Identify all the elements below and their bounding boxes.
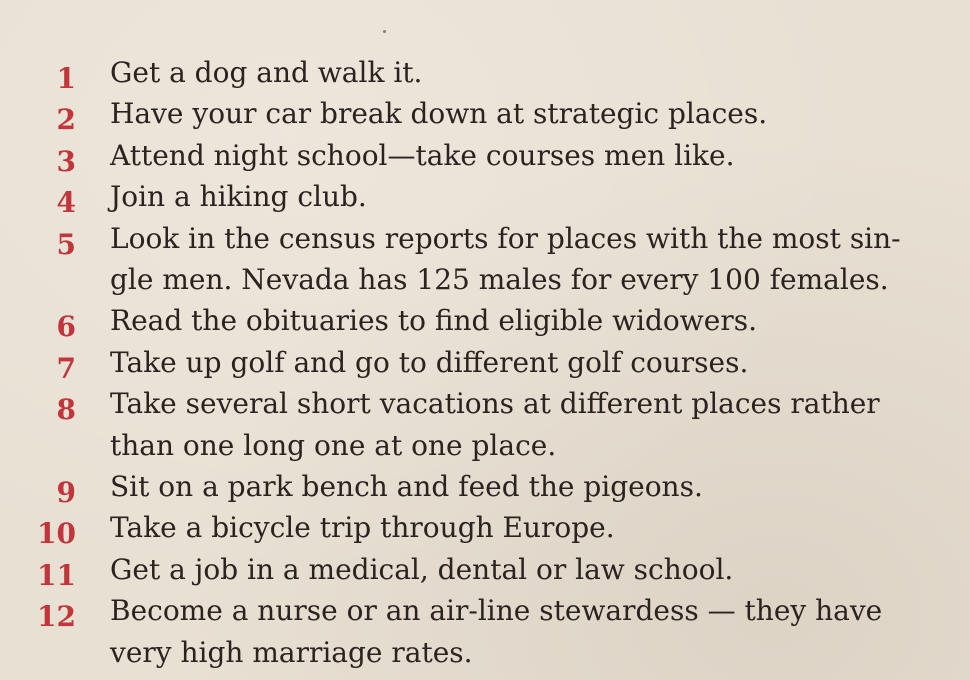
item-number: 11 [37,558,76,592]
tips-list [0,50,970,671]
item-text-line: Get a dog and walk it. [110,56,423,89]
item-text-line: Sit on a park bench and feed the pigeons. [110,469,703,503]
item-number: 4 [56,186,76,220]
item-text [110,176,885,217]
list-item [0,174,970,220]
list-item [0,464,970,509]
list-item [0,547,970,592]
item-text [110,93,885,134]
item-number: 6 [56,310,76,344]
item-text-line: Attend night school—take courses men like. [110,138,735,172]
item-number: 3 [56,144,76,178]
item-text [110,383,885,466]
item-number: 12 [37,600,76,634]
item-text [110,135,885,176]
item-text-line: gle men. Nevada has 125 males for every 100 females. [110,262,889,296]
item-text-line: Read the obituaries to find eligible widowers. [110,304,757,338]
ink-speck [383,30,386,33]
list-item [0,340,970,385]
list-item [0,216,970,299]
item-text [110,218,901,301]
list-item [0,505,970,551]
item-text [110,466,885,507]
item-text-line: Join a hiking club. [110,180,367,214]
item-text-line: Look in the census reports for places with the most sin- [110,221,901,255]
item-number: 2 [56,103,76,137]
item-number: 8 [56,393,76,427]
item-text [110,507,885,548]
item-text-line: than one long one at one place. [110,428,557,462]
list-item [0,298,970,344]
item-text-line: Take a bicycle trip through Europe. [110,511,615,545]
item-number: 7 [56,351,76,385]
item-text-line: Have your car break down at strategic places. [110,97,768,131]
item-number: 1 [56,62,76,95]
item-number: 5 [56,227,76,261]
item-text [110,52,885,93]
list-item [0,133,970,178]
list-item [0,50,970,95]
item-text-line: Take several short vacations at different places rather [110,387,880,421]
item-number: 9 [56,475,76,509]
list-item [0,91,970,137]
item-text [110,590,885,673]
list-item [0,588,970,671]
item-text-line: Get a job in a medical, dental or law school. [110,552,734,586]
item-text-line: Become a nurse or an air-line stewardess — they have [110,594,883,628]
item-number: 10 [37,517,76,551]
list-item [0,381,970,464]
item-text [110,300,885,341]
item-text [110,342,885,383]
item-text [110,549,885,590]
item-text-line: very high marriage rates. [110,635,473,669]
item-text-line: Take up golf and go to different golf courses. [110,345,749,379]
